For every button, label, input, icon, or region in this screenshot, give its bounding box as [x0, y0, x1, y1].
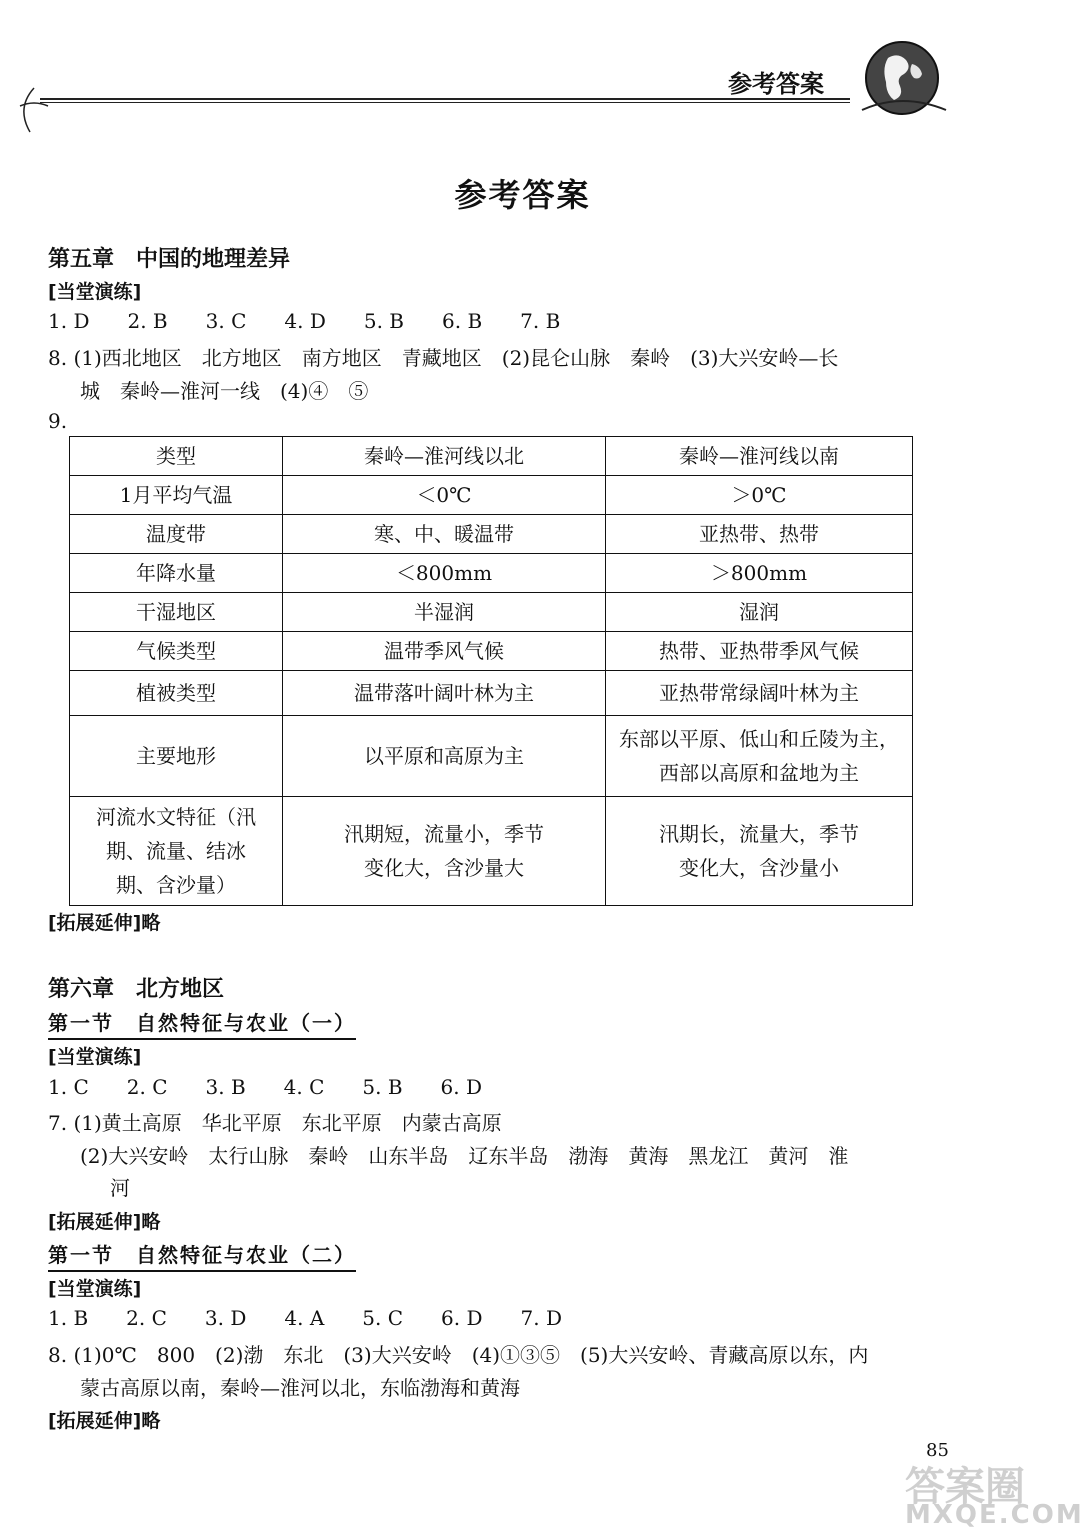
answer-item: 5. C	[362, 1306, 404, 1330]
answer-item: 1. B	[48, 1306, 89, 1330]
table-row	[70, 671, 913, 716]
table-cell: 汛期长，流量大，季节变化大，含沙量小	[606, 797, 913, 906]
q7-line3: 河	[110, 1176, 130, 1200]
watermark-url: MXQE.COM	[905, 1500, 1084, 1530]
mc-answers-sec2	[48, 1306, 600, 1330]
q8-line1: 8. (1)西北地区 北方地区 南方地区 青藏地区 (2)昆仑山脉 秦岭 (3)大兴安岭—长	[48, 346, 839, 370]
table-cell: 热带、亚热带季风气候	[606, 632, 913, 671]
table-cell: 温度带	[70, 515, 283, 554]
q8-line1: 8. (1)0℃ 800 (2)渤 东北 (3)大兴安岭 (4)①③⑤ (5)大兴安岭、青藏高原以东，内	[48, 1343, 869, 1367]
table-cell: 植被类型	[70, 671, 283, 716]
table-cell: 汛期短，流量小，季节变化大，含沙量大	[283, 797, 606, 906]
table-row	[70, 554, 913, 593]
answer-item: 3. D	[204, 1306, 247, 1330]
table-row	[70, 515, 913, 554]
answer-item: 3. B	[205, 1075, 246, 1099]
table-cell: 年降水量	[70, 554, 283, 593]
answer-item: 4. C	[283, 1075, 325, 1099]
answer-item: 7. B	[520, 309, 561, 333]
practice-label: [当堂演练]	[48, 1046, 142, 1068]
table-cell: 主要地形	[70, 716, 283, 797]
answer-item: 2. B	[127, 309, 168, 333]
table-cell: 温带季风气候	[283, 632, 606, 671]
watermark-logo: 答案圈	[905, 1464, 1025, 1510]
table-cell: ＜0℃	[283, 476, 606, 515]
answer-item: 3. C	[205, 309, 247, 333]
table-row	[70, 593, 913, 632]
answer-item: 2. C	[126, 1306, 167, 1330]
answer-item: 4. D	[284, 309, 326, 333]
table-cell: 湿润	[606, 593, 913, 632]
answer-item: 6. D	[441, 1306, 483, 1330]
q8-line2: 城 秦岭—淮河一线 (4)④ ⑤	[80, 379, 369, 403]
extend-label: [拓展延伸]略	[48, 1410, 161, 1432]
page-number: 85	[926, 1440, 949, 1461]
table-header-row	[70, 437, 913, 476]
comparison-table	[69, 436, 913, 906]
table-header-cell: 秦岭—淮河线以南	[606, 437, 913, 476]
q8-line2: 蒙古高原以南，秦岭—淮河以北，东临渤海和黄海	[80, 1376, 520, 1400]
q7-line2: (2)大兴安岭 太行山脉 秦岭 山东半岛 辽东半岛 渤海 黄海 黑龙江 黄河 淮	[80, 1144, 849, 1168]
q7-line1: 7. (1)黄土高原 华北平原 东北平原 内蒙古高原	[48, 1111, 502, 1135]
practice-label: [当堂演练]	[48, 1278, 142, 1300]
table-cell: 寒、中、暖温带	[283, 515, 606, 554]
table-cell: 东部以平原、低山和丘陵为主，西部以高原和盆地为主	[606, 716, 913, 797]
mc-answers-sec1	[48, 1075, 520, 1099]
table-row	[70, 476, 913, 515]
answer-item: 1. D	[48, 309, 90, 333]
table-cell: 干湿地区	[70, 593, 283, 632]
answer-item: 5. B	[363, 309, 404, 333]
table-header-cell: 类型	[70, 437, 283, 476]
extend-label: [拓展延伸]略	[48, 912, 161, 934]
answer-item: 4. A	[284, 1306, 325, 1330]
answer-item: 7. D	[520, 1306, 562, 1330]
q9-label: 9.	[48, 409, 68, 433]
header-rule	[40, 98, 850, 103]
table-cell: 1月平均气温	[70, 476, 283, 515]
header-title: 参考答案	[728, 70, 824, 98]
mc-answers-ch5	[48, 309, 598, 333]
page-title: 参考答案	[454, 176, 591, 214]
table-cell: 以平原和高原为主	[283, 716, 606, 797]
table-cell: ＜800mm	[283, 554, 606, 593]
table-cell: 河流水文特征（汛期、流量、结冰期、含沙量）	[70, 797, 283, 906]
header-flourish	[14, 86, 54, 136]
table-row	[70, 632, 913, 671]
table-cell: ＞0℃	[606, 476, 913, 515]
chapter-6-title: 第六章 北方地区	[48, 977, 225, 1002]
table-row	[70, 716, 913, 797]
table-cell: 气候类型	[70, 632, 283, 671]
answer-item: 6. D	[440, 1075, 483, 1099]
answer-item: 5. B	[362, 1075, 403, 1099]
section-title: 第一节 自然特征与农业（一）	[48, 1007, 356, 1040]
table-cell: 半湿润	[283, 593, 606, 632]
practice-label: [当堂演练]	[48, 281, 142, 303]
answer-item: 1. C	[48, 1075, 89, 1099]
globe-icon	[858, 34, 946, 122]
extend-label: [拓展延伸]略	[48, 1211, 161, 1233]
table-header-cell: 秦岭—淮河线以北	[283, 437, 606, 476]
table-cell: ＞800mm	[606, 554, 913, 593]
table-cell: 温带落叶阔叶林为主	[283, 671, 606, 716]
chapter-5-title: 第五章 中国的地理差异	[48, 247, 291, 272]
answer-item: 2. C	[126, 1075, 168, 1099]
table-cell: 亚热带常绿阔叶林为主	[606, 671, 913, 716]
table-cell: 亚热带、热带	[606, 515, 913, 554]
table-row	[70, 797, 913, 906]
answer-item: 6. B	[442, 309, 483, 333]
section-title: 第一节 自然特征与农业（二）	[48, 1239, 356, 1272]
